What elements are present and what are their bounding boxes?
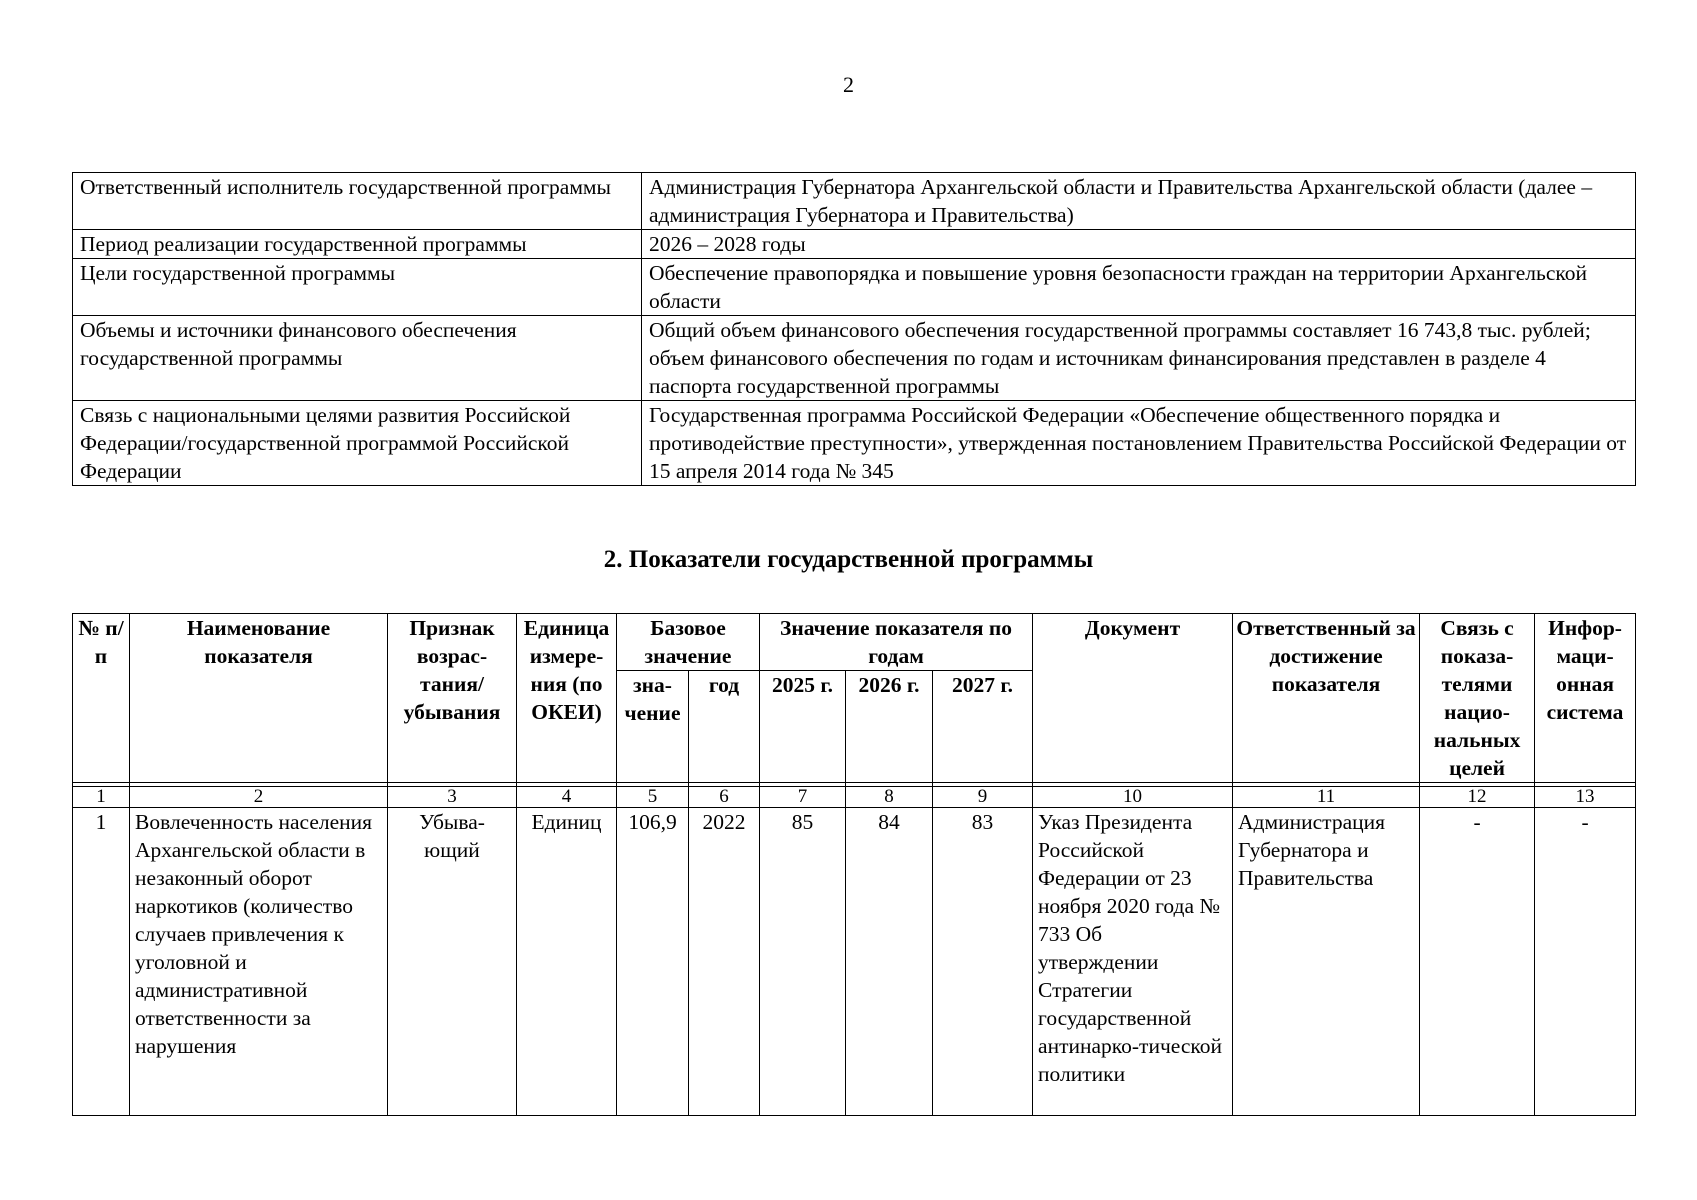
row-link: - — [1420, 808, 1535, 1116]
program-passport-table — [72, 172, 1636, 486]
row-responsible: Администрация Губернатора и Правительства — [1233, 808, 1420, 1116]
row-document: Указ Президента Российской Федерации от 23 ноября 2020 года № 733 Об утверждении Стратегии государственной антинарко-тической политики — [1033, 808, 1233, 1116]
passport-value: Обеспечение правопорядка и повышение уровня безопасности граждан на территории Архангельской области — [642, 259, 1636, 316]
passport-value — [642, 316, 1636, 401]
column-number: 4 — [517, 787, 617, 808]
passport-label: Ответственный исполнитель государственной программы — [73, 173, 642, 230]
passport-label: Объемы и источники финансового обеспечения государственной программы — [73, 316, 642, 401]
section-title: 2. Показатели государственной программы — [603, 546, 1094, 573]
header-info-system: Инфор-маци-онная система — [1535, 614, 1636, 783]
header-num: № п/п — [73, 614, 130, 783]
header-2026: 2026 г. — [846, 671, 933, 783]
passport-value: 2026 – 2028 годы — [642, 230, 1636, 259]
header-responsible: Ответственный за достижение показателя — [1233, 614, 1420, 783]
row-name: Вовлеченность населения Архангельской области в незаконный оборот наркотиков (количество случаев привлечения к уголовной и административной ответственности за нарушения — [130, 808, 388, 1116]
row-num: 1 — [73, 808, 130, 1116]
column-number-row — [73, 787, 1636, 808]
header-trend: Признак возрас-тания/ убывания — [388, 614, 517, 783]
header-row-1 — [73, 614, 1636, 671]
page-number: 2 — [843, 72, 854, 97]
column-number: 5 — [617, 787, 689, 808]
column-number: 7 — [760, 787, 846, 808]
header-by-years: Значение показателя по годам — [760, 614, 1033, 671]
passport-row-funding — [73, 316, 1636, 401]
passport-row-executor — [73, 173, 1636, 230]
column-number: 11 — [1233, 787, 1420, 808]
passport-value: Государственная программа Российской Федерации «Обеспечение общественного порядка и противодействие преступности», утвержденная постановлением Правительства Российской Федерации от 15 апреля 2014 года № 345 — [642, 401, 1636, 486]
passport-label: Связь с национальными целями развития Российской Федерации/государственной программой Российской Федерации — [73, 401, 642, 486]
column-number: 12 — [1420, 787, 1535, 808]
indicators-table — [72, 613, 1636, 1116]
header-link: Связь с показа-телями нацио-нальных целей — [1420, 614, 1535, 783]
passport-value: Администрация Губернатора Архангельской области и Правительства Архангельской области (далее – администрация Губернатора и Правительства) — [642, 173, 1636, 230]
table-row — [73, 808, 1636, 1116]
header-document: Документ — [1033, 614, 1233, 783]
column-number: 6 — [689, 787, 760, 808]
header-base-value: зна-чение — [617, 671, 689, 783]
column-number: 1 — [73, 787, 130, 808]
passport-label: Период реализации государственной программы — [73, 230, 642, 259]
header-base-year: год — [689, 671, 760, 783]
row-base-value: 106,9 — [617, 808, 689, 1116]
row-2025: 85 — [760, 808, 846, 1116]
header-2027: 2027 г. — [933, 671, 1033, 783]
row-unit: Единиц — [517, 808, 617, 1116]
header-2025: 2025 г. — [760, 671, 846, 783]
header-name: Наименование показателя — [130, 614, 388, 783]
row-2027: 83 — [933, 808, 1033, 1116]
row-base-year: 2022 — [689, 808, 760, 1116]
header-unit: Единица измере-ния (по ОКЕИ) — [517, 614, 617, 783]
column-number: 9 — [933, 787, 1033, 808]
column-number: 8 — [846, 787, 933, 808]
header-base: Базовое значение — [617, 614, 760, 671]
passport-row-goals — [73, 259, 1636, 316]
column-number: 2 — [130, 787, 388, 808]
passport-row-national-goals — [73, 401, 1636, 486]
funding-breakdown: объем финансового обеспечения по годам и источникам финансирования представлен в разделе 4 паспорта государственной программы — [649, 346, 1546, 398]
column-number: 10 — [1033, 787, 1233, 808]
passport-label: Цели государственной программы — [73, 259, 642, 316]
row-trend: Убыва-ющий — [388, 808, 517, 1116]
funding-total: Общий объем финансового обеспечения государственной программы составляет 16 743,8 тыс. рублей; — [649, 318, 1591, 342]
column-number: 13 — [1535, 787, 1636, 808]
column-number: 3 — [388, 787, 517, 808]
row-2026: 84 — [846, 808, 933, 1116]
passport-row-period — [73, 230, 1636, 259]
row-info-system: - — [1535, 808, 1636, 1116]
